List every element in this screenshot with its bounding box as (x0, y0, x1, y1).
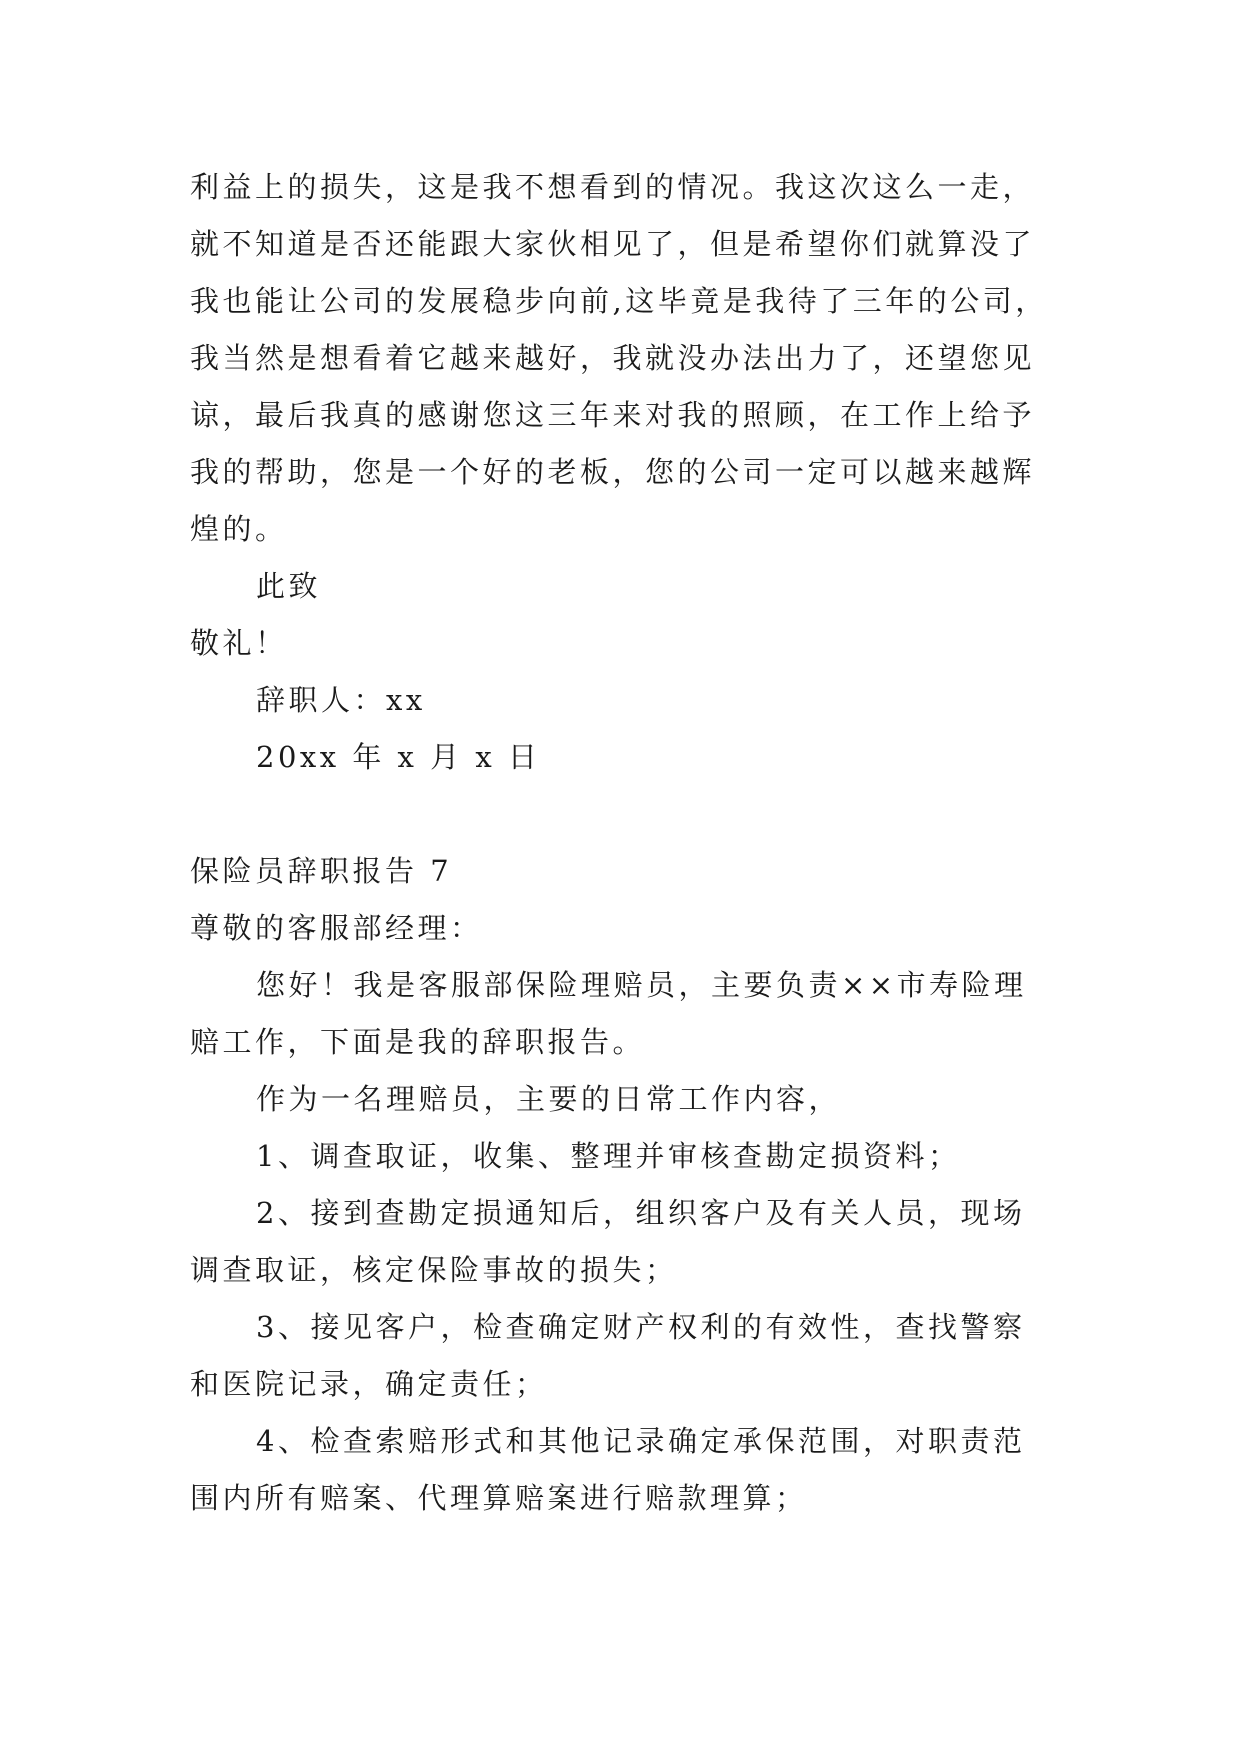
body-text-line: 作为一名理赔员，主要的日常工作内容， (256, 1082, 842, 1116)
closing-salutation: 此致 (256, 569, 322, 603)
signature-name: 辞职人：xx (256, 683, 426, 717)
body-text-line: 利益上的损失，这是我不想看到的情况。我这次这么一走， (190, 170, 1036, 204)
list-item: 4、检查索赔形式和其他记录确定承保范围，对职责范 (256, 1424, 1026, 1458)
list-item-continuation: 调查取证，核定保险事故的损失； (190, 1253, 678, 1287)
closing-regards: 敬礼！ (190, 626, 288, 660)
body-text-line: 谅，最后我真的感谢您这三年来对我的照顾，在工作上给予 (190, 398, 1036, 432)
body-text-line: 您好！我是客服部保险理赔员，主要负责××市寿险理 (256, 968, 1027, 1002)
list-item-continuation: 围内所有赔案、代理算赔案进行赔款理算； (190, 1481, 808, 1515)
body-text-line: 就不知道是否还能跟大家伙相见了，但是希望你们就算没了 (190, 227, 1036, 261)
body-text-line: 我的帮助，您是一个好的老板，您的公司一定可以越来越辉 (190, 455, 1036, 489)
body-text-line: 我也能让公司的发展稳步向前,这毕竟是我待了三年的公司， (190, 284, 1048, 318)
body-text-line: 赔工作，下面是我的辞职报告。 (190, 1025, 646, 1059)
list-item: 1、调查取证，收集、整理并审核查勘定损资料； (256, 1139, 961, 1173)
letter-greeting: 尊敬的客服部经理： (190, 911, 483, 945)
list-item: 2、接到查勘定损通知后，组织客户及有关人员，现场 (256, 1196, 1026, 1230)
body-text-line: 我当然是想看着它越来越好，我就没办法出力了，还望您见 (190, 341, 1036, 375)
list-item-continuation: 和医院记录，确定责任； (190, 1367, 548, 1401)
list-item: 3、接见客户，检查确定财产权利的有效性，查找警察 (256, 1310, 1026, 1344)
section-title: 保险员辞职报告 7 (190, 854, 453, 888)
body-text-line: 煌的。 (190, 512, 288, 546)
signature-date: 20xx 年 x 月 x 日 (256, 740, 541, 774)
